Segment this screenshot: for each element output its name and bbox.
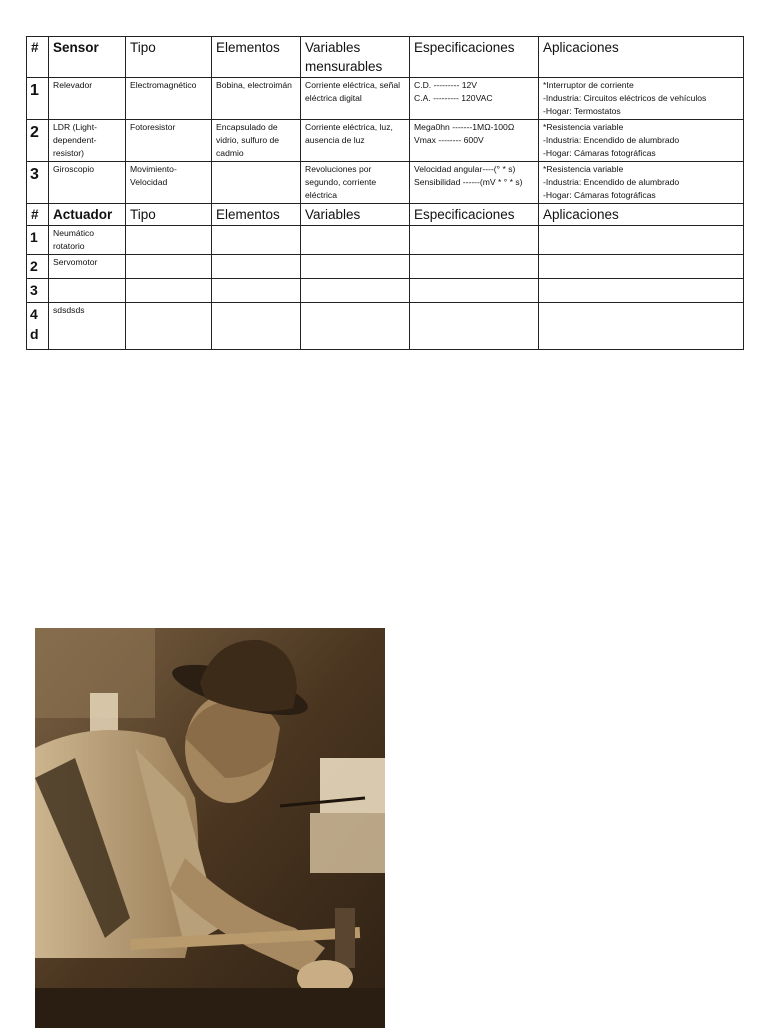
actuator-name: Neumático rotatorio bbox=[49, 226, 126, 255]
spec-line: C.A. --------- 120VAC bbox=[414, 93, 493, 103]
app-line: -Hogar: Cámaras fotográficas bbox=[543, 148, 656, 158]
app-line: *Resistencia variable bbox=[543, 122, 624, 132]
empty-cell bbox=[212, 255, 301, 279]
sensor-actuator-table bbox=[26, 36, 744, 350]
header-especificaciones: Especificaciones bbox=[410, 204, 539, 226]
sensor-tipo: Movimiento-Velocidad bbox=[126, 162, 212, 204]
empty-cell bbox=[212, 279, 301, 303]
sensor-apps bbox=[539, 162, 744, 204]
actuator-header-row bbox=[27, 204, 744, 226]
table-row bbox=[27, 303, 744, 350]
sensor-tipo: Fotoresistor bbox=[126, 120, 212, 162]
empty-cell bbox=[301, 226, 410, 255]
row-num: 2 bbox=[27, 120, 49, 162]
actuator-name: Servomotor bbox=[49, 255, 126, 279]
photo-illustration bbox=[35, 628, 385, 1028]
header-elementos: Elementos bbox=[212, 37, 301, 78]
table-row bbox=[27, 255, 744, 279]
table-row bbox=[27, 162, 744, 204]
actuator-name: sdsdsds bbox=[49, 303, 126, 350]
table-row bbox=[27, 226, 744, 255]
header-especificaciones: Especificaciones bbox=[410, 37, 539, 78]
empty-cell bbox=[301, 303, 410, 350]
row-num: 1 bbox=[27, 78, 49, 120]
row-num: 3 bbox=[27, 279, 49, 303]
blacksmith-photo bbox=[35, 628, 385, 1028]
header-sensor: Sensor bbox=[49, 37, 126, 78]
empty-cell bbox=[212, 226, 301, 255]
app-line: -Industria: Encendido de alumbrado bbox=[543, 177, 680, 187]
sensor-elementos: Encapsulado de vidrio, sulfuro de cadmio bbox=[212, 120, 301, 162]
app-line: *Interruptor de corriente bbox=[543, 80, 634, 90]
header-num: # bbox=[27, 204, 49, 226]
header-elementos: Elementos bbox=[212, 204, 301, 226]
empty-cell bbox=[212, 303, 301, 350]
header-aplicaciones: Aplicaciones bbox=[539, 37, 744, 78]
empty-cell bbox=[410, 255, 539, 279]
header-aplicaciones: Aplicaciones bbox=[539, 204, 744, 226]
empty-cell bbox=[410, 303, 539, 350]
sensor-spec bbox=[410, 78, 539, 120]
sensor-variables: Corriente eléctrica, luz, ausencia de luz bbox=[301, 120, 410, 162]
row-num: 3 bbox=[27, 162, 49, 204]
sensor-tipo: Electromagnético bbox=[126, 78, 212, 120]
empty-cell bbox=[539, 303, 744, 350]
table-row bbox=[27, 120, 744, 162]
row-num: 2 bbox=[27, 255, 49, 279]
sensor-name: Giroscopio bbox=[49, 162, 126, 204]
app-line: -Hogar: Termostatos bbox=[543, 106, 621, 116]
spec-line: Vmax -------- 600V bbox=[414, 135, 484, 145]
empty-cell bbox=[539, 226, 744, 255]
app-line: *Resistencia variable bbox=[543, 164, 624, 174]
header-num: # bbox=[27, 37, 49, 78]
sensor-spec bbox=[410, 120, 539, 162]
spec-line: Mega0hn -------1MΩ-100Ω bbox=[414, 122, 515, 132]
row-num: 4 d bbox=[27, 303, 49, 350]
sensor-spec bbox=[410, 162, 539, 204]
sensor-name: Relevador bbox=[49, 78, 126, 120]
empty-cell bbox=[301, 279, 410, 303]
sensor-name: LDR (Light-dependent-resistor) bbox=[49, 120, 126, 162]
sensor-apps bbox=[539, 120, 744, 162]
header-tipo: Tipo bbox=[126, 204, 212, 226]
sensor-variables: Corriente eléctrica, señal eléctrica digital bbox=[301, 78, 410, 120]
row-num: 1 bbox=[27, 226, 49, 255]
actuator-name bbox=[49, 279, 126, 303]
empty-cell bbox=[410, 279, 539, 303]
sensor-elementos: Bobina, electroimán bbox=[212, 78, 301, 120]
app-line: -Industria: Circuitos eléctricos de vehículos bbox=[543, 93, 707, 103]
header-variables: Variables mensurables bbox=[301, 37, 410, 78]
table-row bbox=[27, 78, 744, 120]
sensor-elementos bbox=[212, 162, 301, 204]
header-variables: Variables bbox=[301, 204, 410, 226]
empty-cell bbox=[126, 303, 212, 350]
empty-cell bbox=[410, 226, 539, 255]
spec-line: Velocidad angular----(° * s) bbox=[414, 164, 516, 174]
sensor-header-row bbox=[27, 37, 744, 78]
empty-cell bbox=[126, 226, 212, 255]
app-line: -Industria: Encendido de alumbrado bbox=[543, 135, 680, 145]
empty-cell bbox=[301, 255, 410, 279]
sensor-variables: Revoluciones por segundo, corriente eléctrica bbox=[301, 162, 410, 204]
spec-line: Sensibilidad ------(mV * ° * s) bbox=[414, 177, 523, 187]
table-row bbox=[27, 279, 744, 303]
empty-cell bbox=[126, 255, 212, 279]
header-actuador: Actuador bbox=[49, 204, 126, 226]
sensor-apps bbox=[539, 78, 744, 120]
empty-cell bbox=[126, 279, 212, 303]
spec-line: C.D. --------- 12V bbox=[414, 80, 478, 90]
empty-cell bbox=[539, 255, 744, 279]
header-tipo: Tipo bbox=[126, 37, 212, 78]
empty-cell bbox=[539, 279, 744, 303]
app-line: -Hogar: Cámaras fotográficas bbox=[543, 190, 656, 200]
